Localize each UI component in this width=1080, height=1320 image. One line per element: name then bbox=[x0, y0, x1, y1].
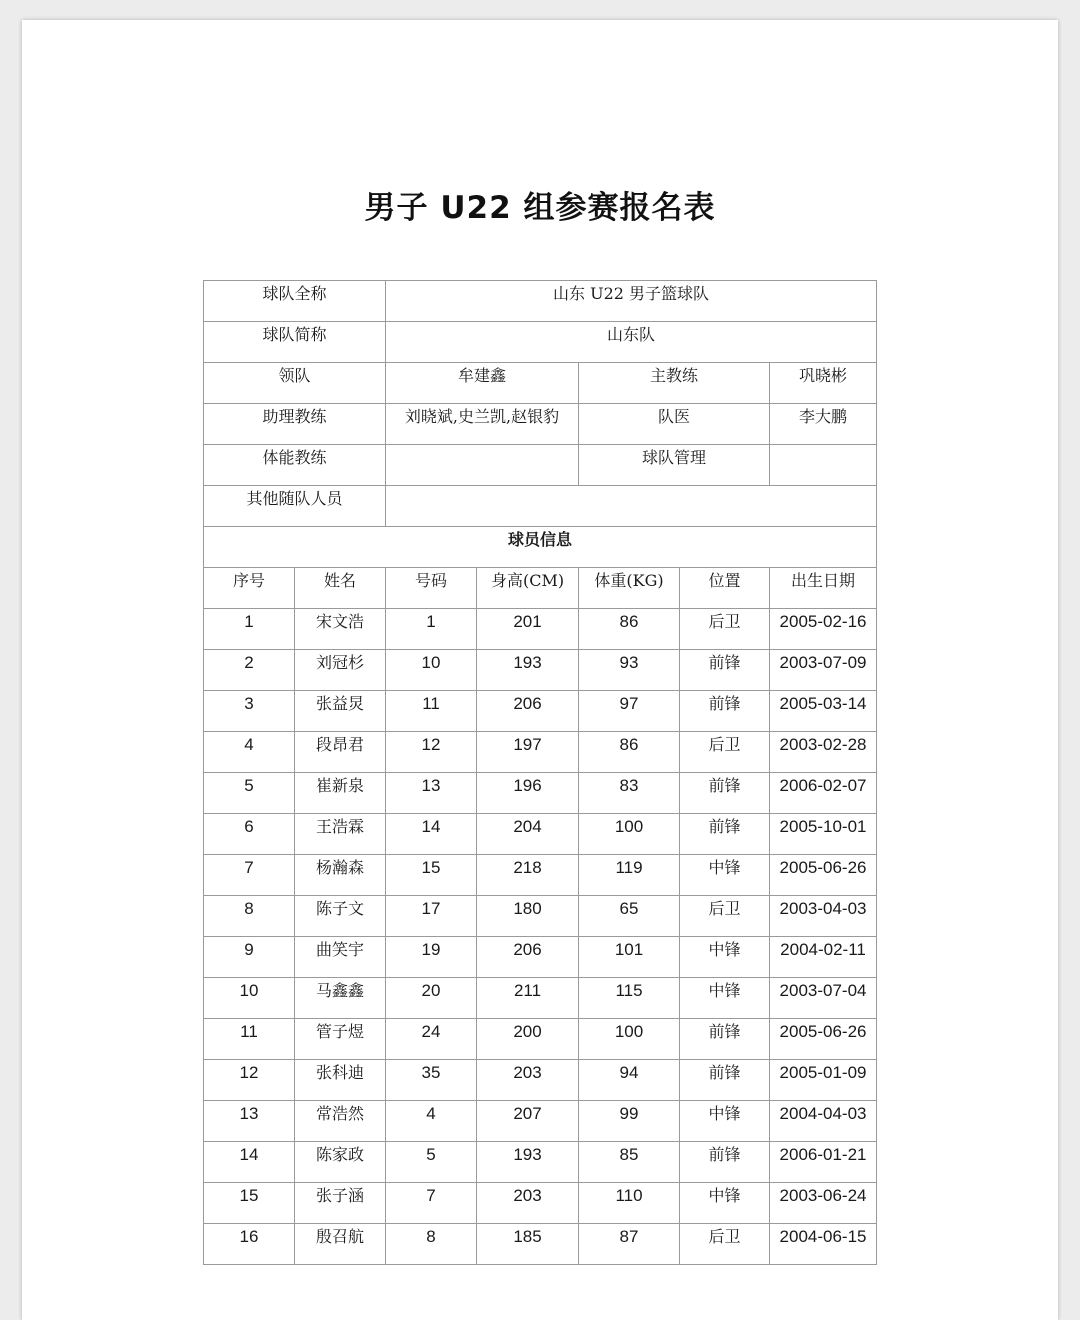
table-row bbox=[204, 978, 877, 1019]
registration-form-table bbox=[203, 280, 877, 1265]
player-position: 后卫 bbox=[680, 896, 770, 937]
table-row bbox=[204, 1101, 877, 1142]
player-number: 15 bbox=[386, 855, 477, 896]
player-name: 陈家政 bbox=[295, 1142, 386, 1183]
col-height-header: 身高(CM) bbox=[477, 568, 579, 609]
player-name: 曲笑宇 bbox=[295, 937, 386, 978]
player-height: 185 bbox=[477, 1224, 579, 1265]
player-position: 后卫 bbox=[680, 1224, 770, 1265]
player-birth: 2005-01-09 bbox=[770, 1060, 877, 1101]
player-number: 17 bbox=[386, 896, 477, 937]
leader-value: 牟建鑫 bbox=[386, 363, 579, 404]
player-weight: 110 bbox=[579, 1183, 680, 1224]
team-short-name-label: 球队简称 bbox=[204, 322, 386, 363]
player-weight: 115 bbox=[579, 978, 680, 1019]
player-number: 12 bbox=[386, 732, 477, 773]
player-weight: 94 bbox=[579, 1060, 680, 1101]
player-number: 8 bbox=[386, 1224, 477, 1265]
player-seq: 9 bbox=[204, 937, 295, 978]
player-birth: 2003-07-04 bbox=[770, 978, 877, 1019]
col-number-header: 号码 bbox=[386, 568, 477, 609]
player-position: 中锋 bbox=[680, 1183, 770, 1224]
player-birth: 2005-03-14 bbox=[770, 691, 877, 732]
team-short-name-value: 山东队 bbox=[386, 322, 877, 363]
player-name: 宋文浩 bbox=[295, 609, 386, 650]
player-height: 200 bbox=[477, 1019, 579, 1060]
other-staff-row bbox=[204, 486, 877, 527]
player-weight: 83 bbox=[579, 773, 680, 814]
player-position: 前锋 bbox=[680, 1019, 770, 1060]
col-birth-header: 出生日期 bbox=[770, 568, 877, 609]
team-full-name-value: 山东 U22 男子篮球队 bbox=[386, 281, 877, 322]
team-full-name-label: 球队全称 bbox=[204, 281, 386, 322]
team-full-name-row bbox=[204, 281, 877, 322]
player-birth: 2003-04-03 bbox=[770, 896, 877, 937]
assistant-doctor-row bbox=[204, 404, 877, 445]
head-coach-label: 主教练 bbox=[579, 363, 770, 404]
team-manager-value bbox=[770, 445, 877, 486]
player-number: 4 bbox=[386, 1101, 477, 1142]
team-doctor-value: 李大鹏 bbox=[770, 404, 877, 445]
table-row bbox=[204, 937, 877, 978]
player-name: 崔新泉 bbox=[295, 773, 386, 814]
player-name: 张科迪 bbox=[295, 1060, 386, 1101]
player-height: 196 bbox=[477, 773, 579, 814]
player-height: 201 bbox=[477, 609, 579, 650]
player-height: 193 bbox=[477, 1142, 579, 1183]
player-seq: 11 bbox=[204, 1019, 295, 1060]
player-name: 马鑫鑫 bbox=[295, 978, 386, 1019]
player-table-header bbox=[204, 568, 877, 609]
player-height: 204 bbox=[477, 814, 579, 855]
player-weight: 87 bbox=[579, 1224, 680, 1265]
table-row bbox=[204, 1142, 877, 1183]
player-birth: 2005-06-26 bbox=[770, 1019, 877, 1060]
player-position: 中锋 bbox=[680, 978, 770, 1019]
player-weight: 65 bbox=[579, 896, 680, 937]
table-row bbox=[204, 650, 877, 691]
player-name: 张子涵 bbox=[295, 1183, 386, 1224]
player-number: 11 bbox=[386, 691, 477, 732]
player-number: 1 bbox=[386, 609, 477, 650]
player-weight: 86 bbox=[579, 732, 680, 773]
player-section-title: 球员信息 bbox=[204, 527, 877, 568]
table-row bbox=[204, 691, 877, 732]
player-seq: 13 bbox=[204, 1101, 295, 1142]
player-number: 24 bbox=[386, 1019, 477, 1060]
player-position: 前锋 bbox=[680, 773, 770, 814]
player-position: 后卫 bbox=[680, 732, 770, 773]
player-height: 218 bbox=[477, 855, 579, 896]
team-doctor-label: 队医 bbox=[579, 404, 770, 445]
table-row bbox=[204, 1183, 877, 1224]
player-seq: 5 bbox=[204, 773, 295, 814]
head-coach-value: 巩晓彬 bbox=[770, 363, 877, 404]
player-number: 7 bbox=[386, 1183, 477, 1224]
player-name: 张益炅 bbox=[295, 691, 386, 732]
table-row bbox=[204, 1224, 877, 1265]
player-birth: 2003-02-28 bbox=[770, 732, 877, 773]
player-weight: 100 bbox=[579, 814, 680, 855]
fitness-coach-label: 体能教练 bbox=[204, 445, 386, 486]
player-name: 常浩然 bbox=[295, 1101, 386, 1142]
player-position: 前锋 bbox=[680, 814, 770, 855]
player-name: 殷召航 bbox=[295, 1224, 386, 1265]
player-seq: 10 bbox=[204, 978, 295, 1019]
player-seq: 6 bbox=[204, 814, 295, 855]
table-row bbox=[204, 814, 877, 855]
player-birth: 2003-07-09 bbox=[770, 650, 877, 691]
player-name: 段昂君 bbox=[295, 732, 386, 773]
player-number: 20 bbox=[386, 978, 477, 1019]
player-name: 王浩霖 bbox=[295, 814, 386, 855]
player-height: 206 bbox=[477, 937, 579, 978]
player-number: 5 bbox=[386, 1142, 477, 1183]
player-height: 203 bbox=[477, 1060, 579, 1101]
player-birth: 2005-10-01 bbox=[770, 814, 877, 855]
player-birth: 2006-01-21 bbox=[770, 1142, 877, 1183]
player-weight: 86 bbox=[579, 609, 680, 650]
player-birth: 2005-02-16 bbox=[770, 609, 877, 650]
player-seq: 4 bbox=[204, 732, 295, 773]
player-seq: 15 bbox=[204, 1183, 295, 1224]
col-name-header: 姓名 bbox=[295, 568, 386, 609]
player-seq: 2 bbox=[204, 650, 295, 691]
player-height: 197 bbox=[477, 732, 579, 773]
player-weight: 93 bbox=[579, 650, 680, 691]
player-seq: 3 bbox=[204, 691, 295, 732]
other-staff-value bbox=[386, 486, 877, 527]
player-weight: 101 bbox=[579, 937, 680, 978]
fitness-manager-row bbox=[204, 445, 877, 486]
player-position: 中锋 bbox=[680, 1101, 770, 1142]
player-name: 刘冠杉 bbox=[295, 650, 386, 691]
leader-label: 领队 bbox=[204, 363, 386, 404]
col-position-header: 位置 bbox=[680, 568, 770, 609]
player-height: 206 bbox=[477, 691, 579, 732]
player-position: 前锋 bbox=[680, 1060, 770, 1101]
player-weight: 119 bbox=[579, 855, 680, 896]
player-birth: 2004-06-15 bbox=[770, 1224, 877, 1265]
player-birth: 2006-02-07 bbox=[770, 773, 877, 814]
leader-coach-row bbox=[204, 363, 877, 404]
table-row bbox=[204, 732, 877, 773]
player-weight: 85 bbox=[579, 1142, 680, 1183]
player-height: 193 bbox=[477, 650, 579, 691]
player-name: 杨瀚森 bbox=[295, 855, 386, 896]
table-row bbox=[204, 1060, 877, 1101]
player-number: 35 bbox=[386, 1060, 477, 1101]
player-position: 前锋 bbox=[680, 691, 770, 732]
player-seq: 16 bbox=[204, 1224, 295, 1265]
page-title: 男子 U22 组参赛报名表 bbox=[364, 190, 716, 226]
player-number: 10 bbox=[386, 650, 477, 691]
assistant-coach-value: 刘晓斌,史兰凯,赵银豹 bbox=[386, 404, 579, 445]
fitness-coach-value bbox=[386, 445, 579, 486]
player-weight: 99 bbox=[579, 1101, 680, 1142]
player-birth: 2003-06-24 bbox=[770, 1183, 877, 1224]
player-position: 中锋 bbox=[680, 855, 770, 896]
player-position: 中锋 bbox=[680, 937, 770, 978]
player-number: 19 bbox=[386, 937, 477, 978]
player-height: 180 bbox=[477, 896, 579, 937]
col-weight-header: 体重(KG) bbox=[579, 568, 680, 609]
assistant-coach-label: 助理教练 bbox=[204, 404, 386, 445]
team-manager-label: 球队管理 bbox=[579, 445, 770, 486]
player-birth: 2004-02-11 bbox=[770, 937, 877, 978]
player-section-row bbox=[204, 527, 877, 568]
player-height: 207 bbox=[477, 1101, 579, 1142]
player-number: 14 bbox=[386, 814, 477, 855]
table-row bbox=[204, 1019, 877, 1060]
table-row bbox=[204, 855, 877, 896]
other-staff-label: 其他随队人员 bbox=[204, 486, 386, 527]
col-seq-header: 序号 bbox=[204, 568, 295, 609]
table-row bbox=[204, 609, 877, 650]
player-position: 前锋 bbox=[680, 650, 770, 691]
player-height: 211 bbox=[477, 978, 579, 1019]
player-seq: 12 bbox=[204, 1060, 295, 1101]
player-position: 后卫 bbox=[680, 609, 770, 650]
table-row bbox=[204, 896, 877, 937]
player-weight: 97 bbox=[579, 691, 680, 732]
player-name: 陈子文 bbox=[295, 896, 386, 937]
player-seq: 8 bbox=[204, 896, 295, 937]
player-weight: 100 bbox=[579, 1019, 680, 1060]
player-birth: 2005-06-26 bbox=[770, 855, 877, 896]
player-birth: 2004-04-03 bbox=[770, 1101, 877, 1142]
player-name: 管子煜 bbox=[295, 1019, 386, 1060]
player-seq: 14 bbox=[204, 1142, 295, 1183]
player-seq: 7 bbox=[204, 855, 295, 896]
player-position: 前锋 bbox=[680, 1142, 770, 1183]
table-row bbox=[204, 773, 877, 814]
team-short-name-row bbox=[204, 322, 877, 363]
player-seq: 1 bbox=[204, 609, 295, 650]
player-number: 13 bbox=[386, 773, 477, 814]
player-height: 203 bbox=[477, 1183, 579, 1224]
